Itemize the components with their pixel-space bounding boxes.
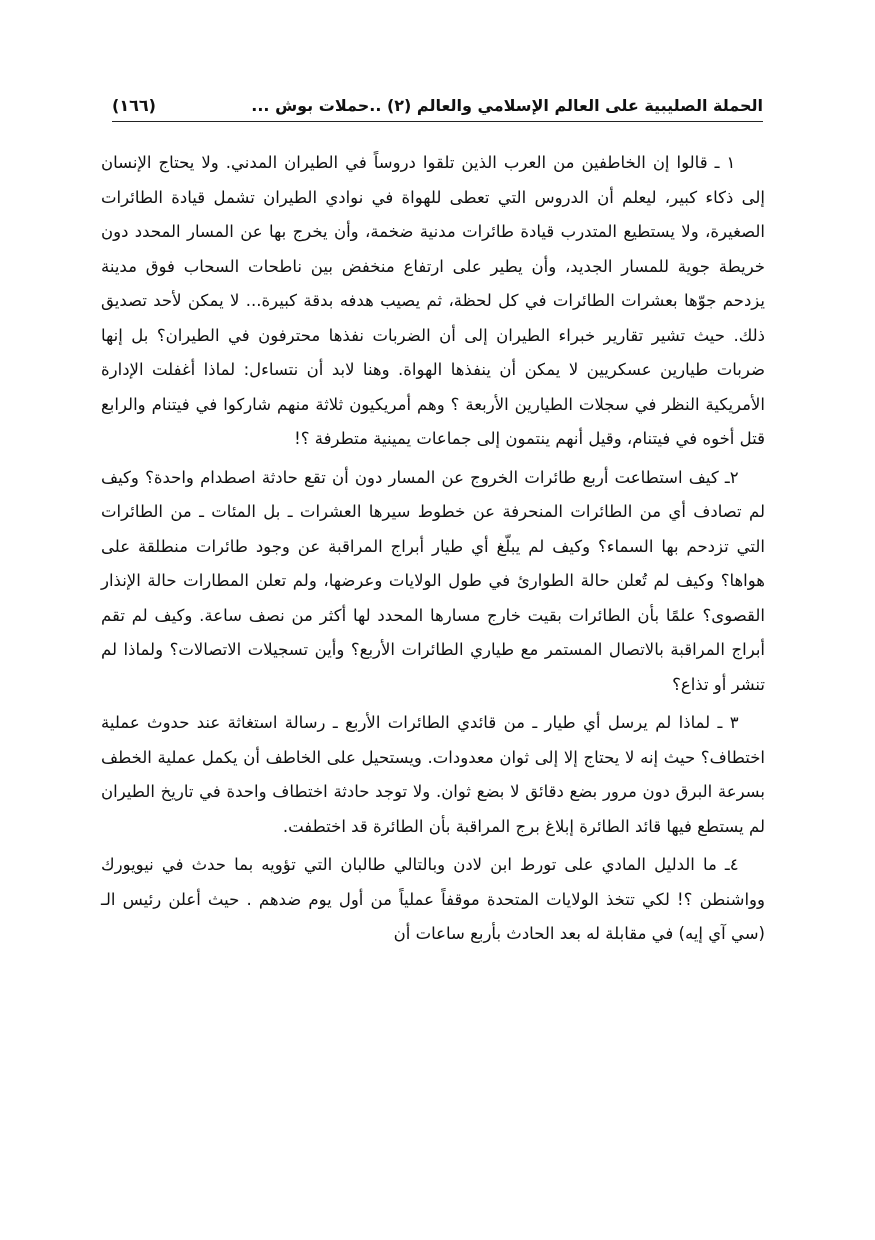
page-number: (١٦٦) [112, 96, 156, 115]
body-text [101, 146, 765, 956]
header-title: الحملة الصليبية على العالم الإسلامي والعالم (٢) ..حملات بوش ... [251, 96, 763, 115]
paragraph-3: ٣ ـ لماذا لم يرسل أي طيار ـ من قائدي الطائرات الأربع ـ رسالة استغاثة عند حدوث عملية اختطاف؟ حيث إنه لا يحتاج إلا إلى ثوان معدودات. ويستحيل على الخاطف أن يكمل عملية الخطف بسرعة البرق دون مرور بضع دقائق لا بضع ثوان. ولا توجد حادثة اختطاف واحدة في تاريخ الطيران لم يستطع فيها قائد الطائرة إبلاغ برج المراقبة بأن الطائرة قد اختطفت. [101, 713, 765, 836]
running-header [112, 88, 763, 122]
paragraph-1: ١ ـ قالوا إن الخاطفين من العرب الذين تلقوا دروساً في الطيران المدني. ولا يحتاج الإنسان إلى ذكاء كبير، ليعلم أن الدروس التي تعطى للهواة في نوادي الطيران تشمل قيادة الطائرات الصغيرة، ولا يستطيع المتدرب قيادة طائرات مدنية ضخمة، وأن يخرج بها عن المسار المحدد دون خريطة جوية للمسار الجديد، وأن يطير على ارتفاع منخفض بين ناطحات السحاب فوق مدينة يزدحم جوّها بعشرات الطائرات في كل لحظة، ثم يصيب هدفه بدقة كبيرة... لا يمكن لأحد تصديق ذلك. حيث تشير تقارير خبراء الطيران إلى أن الضربات نفذها محترفون في الطيران؟ بل إنها ضربات طيارين عسكريين لا يمكن أن ينفذها الهواة. وهنا لابد أن نتساءل: لماذا أغفلت الإدارة الأمريكية النظر في سجلات الطيارين الأربعة ؟ وهم أمريكيون ثلاثة منهم شاركوا في فيتنام والرابع قتل أخوه في فيتنام، وقيل أنهم ينتمون إلى جماعات يمينية متطرفة ؟! [101, 153, 765, 448]
paragraph-2: ٢ـ كيف استطاعت أربع طائرات الخروج عن المسار دون أن تقع حادثة اصطدام واحدة؟ وكيف لم تصادف أي من الطائرات المنحرفة عن خطوط سيرها العشرات ـ بل المئات ـ من الطائرات التي تزدحم بها السماء؟ وكيف لم يبلّغ أي طيار أبراج المراقبة عن وجود طائرات منطلقة على هواها؟ وكيف لم تُعلن حالة الطوارئ في طول الولايات وعرضها، ولم تعلن المطارات حالة الإنذار القصوى؟ علمًا بأن الطائرات بقيت خارج مسارها المحدد لها أكثر من نصف ساعة. وكيف لم تقم أبراج المراقبة بالاتصال المستمر مع طياري الطائرات الأربع؟ وأين تسجيلات الاتصالات؟ ولماذا لم تنشر أو تذاع؟ [101, 467, 765, 694]
paragraph-4: ٤ـ ما الدليل المادي على تورط ابن لادن وبالتالي طالبان التي تؤويه بما حدث في نيويورك وواشنطن ؟! لكي تتخذ الولايات المتحدة موقفاً عملياً من أول يوم ضدهم . حيث أعلن رئيس الـ (سي آي إيه) في مقابلة له بعد الحادث بأربع ساعات أن [101, 855, 765, 943]
